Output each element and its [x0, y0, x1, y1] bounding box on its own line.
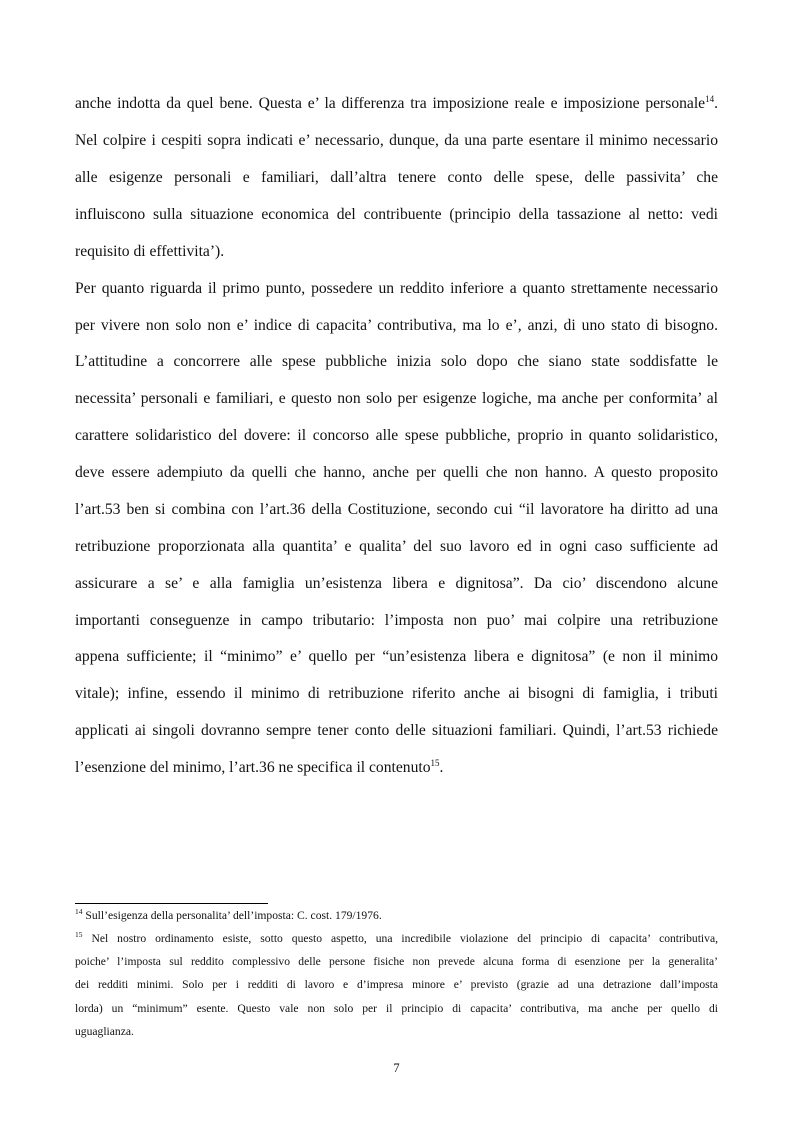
body-line: appena sufficiente; il “minimo” e’ quello per “un’esistenza libera e dignitosa” (e non il minimo — [75, 648, 718, 665]
footnote-mark: 15 — [75, 930, 83, 940]
body-line: vitale); infine, essendo il minimo di retribuzione riferito anche ai bisogni di famiglia, i tributi — [75, 685, 718, 702]
page-number: 7 — [393, 1061, 400, 1075]
body-line: Nel colpire i cespiti sopra indicati e’ necessario, dunque, da una parte esentare il minimo necessario — [75, 132, 718, 149]
body-line: importanti conseguenze in campo tributario: l’imposta non puo’ mai colpire una retribuzione — [75, 612, 718, 629]
footnote-15-line: dei redditi minimi. Solo per i redditi di lavoro e d’impresa minore e’ previsto (grazie ad una detrazione dall’imposta — [75, 978, 718, 991]
body-line: carattere solidaristico del dovere: il concorso alle spese pubbliche, proprio in quanto solidaristico, — [75, 427, 718, 444]
body-line: per vivere non solo non e’ indice di capacita’ contributiva, ma lo e’, anzi, di uno stato di bisogno. — [75, 317, 718, 334]
footnote-15-line: poiche’ l’imposta sul reddito complessivo delle persone fisiche non prevede alcuna forma di esenzione per la generalita’ — [75, 955, 718, 968]
body-line: deve essere adempiuto da quelli che hanno, anche per quelli che non hanno. A questo proposito — [75, 464, 718, 481]
body-line: alle esigenze personali e familiari, dall’altra tenere conto delle spese, delle passivita’ che — [75, 169, 718, 186]
body-line: applicati ai singoli dovranno sempre tener conto delle situazioni familiari. Quindi, l’art.53 richiede — [75, 722, 718, 739]
footnote-separator — [75, 903, 268, 904]
footnote-mark: 14 — [75, 907, 83, 917]
body-line: L’attitudine a concorrere alle spese pubbliche inizia solo dopo che siano state soddisfatte le — [75, 353, 718, 370]
footnote-ref[interactable]: 14 — [705, 93, 715, 104]
footnote-14: $^{14}$ Sull’esigenza della personalita’ dell’imposta: C. cost. 179/1976. — [75, 907, 382, 922]
body-line: assicurare a se’ e alla famiglia un’esistenza libera e dignitosa”. Da cio’ discendono alcune — [75, 575, 718, 592]
body-line: Per quanto riguarda il primo punto, possedere un reddito inferiore a quanto strettamente necessario — [75, 280, 718, 297]
footnote-15-line: $^{15}$ Nel nostro ordinamento esiste, sotto questo aspetto, una incredibile violazione del principio di capacita’ contributiva, — [75, 930, 718, 945]
body-line: l’esenzione del minimo, l’art.36 ne specifica il contenuto$^{15}$. — [75, 757, 444, 776]
body-line: necessita’ personali e familiari, e questo non solo per esigenze logiche, ma anche per conformita’ al — [75, 390, 718, 407]
body-line: requisito di effettivita’). — [75, 243, 225, 260]
body-line: retribuzione proporzionata alla quantita’ e qualita’ del suo lavoro ed in ogni caso sufficiente ad — [75, 538, 718, 555]
footnote-ref[interactable]: 15 — [430, 757, 440, 768]
body-line: anche indotta da quel bene. Questa e’ la differenza tra imposizione reale e imposizione personale$^{14}$. — [75, 93, 718, 112]
footnote-15-line: uguaglianza. — [75, 1025, 134, 1038]
footnote-15-line: lorda) un “minimum” esente. Questo vale non solo per il principio di capacita’ contributiva, ma anche per quello di — [75, 1002, 718, 1015]
body-line: l’art.53 ben si combina con l’art.36 della Costituzione, secondo cui “il lavoratore ha diritto ad una — [75, 501, 718, 518]
body-line: influiscono sulla situazione economica del contribuente (principio della tassazione al netto: vedi — [75, 206, 718, 223]
